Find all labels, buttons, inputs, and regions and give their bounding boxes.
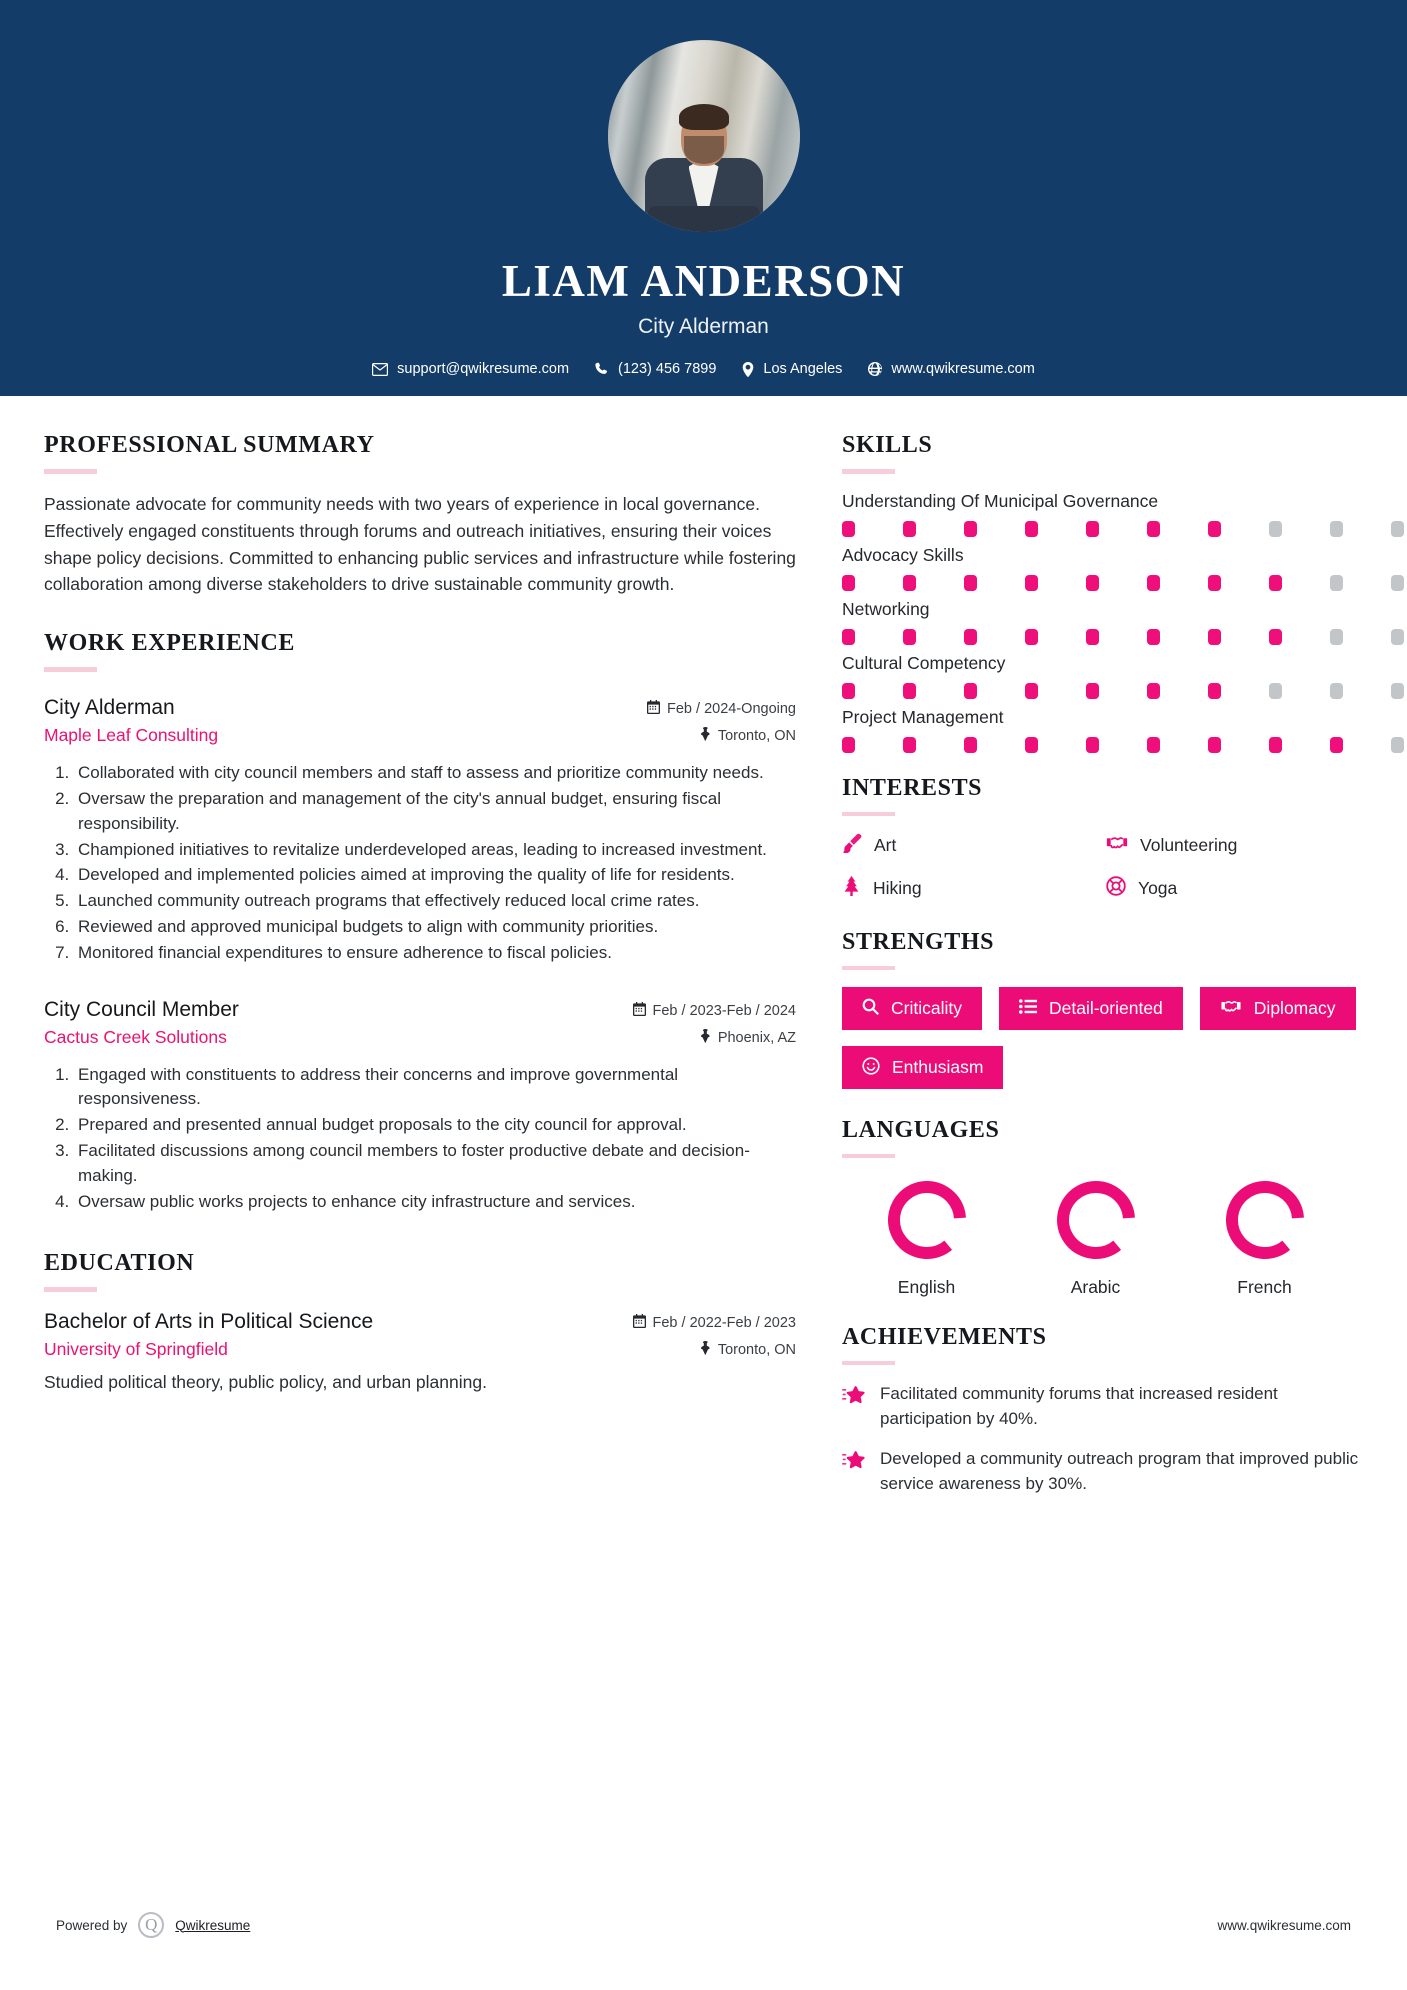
skill-dot [1025,575,1038,591]
section-work-experience [44,630,796,1214]
candidate-role: City Alderman [638,315,769,339]
skill-rating [842,737,1362,753]
powered-by [56,1912,250,1938]
skill-dot [1147,737,1160,753]
job-bullets [44,761,796,966]
resume-footer [0,1912,1407,1938]
job-title: City Alderman [44,696,175,720]
section-rule [842,469,895,474]
contact-location-text: Los Angeles [763,361,843,378]
avatar-person [645,104,763,232]
work-entry-sub [44,1027,796,1048]
job-company: Cactus Creek Solutions [44,1026,227,1047]
skill-dot [1208,683,1221,699]
job-bullet: 4. Developed and implemented policies aimed at improving the quality of life for residents. [74,863,796,888]
avatar-arms [648,206,760,232]
job-title: City Council Member [44,997,239,1021]
skill-rating [842,521,1362,537]
contact-phone[interactable] [595,361,716,377]
section-rule [44,1287,97,1292]
skill-dot [1269,629,1282,645]
skill-label: Networking [842,599,930,619]
contact-bar [0,361,1407,377]
language-ring-english [882,1175,972,1265]
job-bullet: 2. Prepared and presented annual budget proposals to the city council for approval. [74,1113,796,1138]
job-bullets [44,1063,796,1215]
skill-item [842,707,1362,753]
resume-header [0,0,1407,396]
school-name: University of Springfield [44,1339,228,1360]
skill-item [842,599,1362,645]
job-bullet: 1. Collaborated with city council members and staff to assess and prioritize community needs. [74,761,796,786]
achievement-item [842,1382,1362,1431]
job-date [647,700,796,718]
job-bullet: 3. Championed initiatives to revitalize underdeveloped areas, leading to increased investment. [74,838,796,863]
interest-item [1106,876,1362,901]
education-entry [44,1310,796,1393]
skill-label: Cultural Competency [842,653,1006,673]
job-location [700,1029,796,1047]
map-pin-icon [700,727,711,745]
language-label: Arabic [1070,1277,1121,1297]
skill-dot [1391,737,1404,753]
education-note: Studied political theory, public policy, and urban planning. [44,1372,487,1393]
skill-dot [903,575,916,591]
skill-dot [1269,521,1282,537]
paintbrush-icon [842,833,862,858]
skill-dot [1086,521,1099,537]
interest-item [1106,833,1362,858]
education-entry-sub [44,1339,796,1360]
language-ring-arabic [1051,1175,1141,1265]
skill-dot [903,737,916,753]
job-date-text: Feb / 2023-Feb / 2024 [652,1002,796,1019]
section-title-education: EDUCATION [44,1250,195,1277]
skill-dot [1086,683,1099,699]
strength-badge-criticality[interactable] [842,987,982,1030]
strength-badge-diplomacy[interactable] [1200,987,1356,1030]
contact-website-text: www.qwikresume.com [891,361,1035,378]
contact-location[interactable] [742,361,842,377]
skill-dot [1269,737,1282,753]
section-rule [44,469,97,474]
avatar-hair [679,104,729,130]
work-entry-head [44,696,796,720]
skill-label: Advocacy Skills [842,545,964,565]
skill-dot [842,683,855,699]
footer-url[interactable]: www.qwikresume.com [1217,1917,1351,1933]
language-label: French [1237,1277,1292,1297]
work-entry-sub [44,725,796,746]
skill-dot [842,575,855,591]
skill-dot [964,521,977,537]
skill-dot [1025,629,1038,645]
section-title-strengths: STRENGTHS [842,929,995,955]
job-location [700,727,796,745]
calendar-icon [633,1314,646,1332]
interest-label: Volunteering [1140,835,1238,855]
skill-dot [964,629,977,645]
skill-rating [842,629,1362,645]
avatar-beard [684,136,724,164]
language-ring-french [1220,1175,1310,1265]
skill-dot [964,737,977,753]
avatar [608,40,800,232]
list-icon [1019,999,1037,1018]
phone-icon [595,362,609,376]
interest-label: Art [874,835,897,855]
skill-dot [842,629,855,645]
job-location-text: Phoenix, AZ [717,1029,796,1046]
languages-list [842,1175,1362,1298]
work-entry-head [44,998,796,1022]
smiley-icon [862,1057,880,1079]
qwikresume-brand-link[interactable]: Qwikresume [175,1917,251,1933]
powered-by-label: Powered by [56,1917,128,1933]
left-column [44,432,796,1513]
skill-item [842,491,1362,537]
strength-label: Enthusiasm [892,1056,984,1077]
skill-rating [842,683,1362,699]
skill-dot [1269,683,1282,699]
section-rule [842,812,895,816]
job-bullet: 1. Engaged with constituents to address their concerns and improve governmental responsiveness. [74,1063,796,1113]
contact-email[interactable] [372,361,569,377]
skill-dot [964,683,977,699]
skill-dot [1208,737,1221,753]
map-pin-icon [700,1029,711,1047]
job-location-text: Toronto, ON [717,728,796,745]
skill-dot [964,575,977,591]
summary-text: Passionate advocate for community needs with two years of experience in local governance. Effectively engaged constituents through forums and outreach initiatives, ensuring their voices shape policy decisions. Committed to enhancing public services and infrastructure while fostering collaboration among diverse stakeholders to drive sustainable community growth. [44,494,796,595]
magnifier-icon [862,998,879,1019]
globe-icon [868,362,882,376]
work-entry [44,696,796,966]
interest-item [842,876,1098,901]
skill-dot [842,521,855,537]
skill-dot [1391,683,1404,699]
skill-dot [1208,521,1221,537]
achievement-text: Developed a community outreach program that improved public service awareness by 30%. [880,1449,1359,1493]
section-education [44,1250,796,1393]
skill-dot [1086,575,1099,591]
star-icon [842,1450,866,1496]
strength-label: Criticality [891,997,962,1018]
degree-title: Bachelor of Arts in Political Science [44,1310,374,1334]
education-location-text: Toronto, ON [717,1342,796,1359]
contact-email-text: support@qwikresume.com [397,361,570,378]
interest-label: Hiking [873,878,922,898]
achievement-item [842,1447,1362,1496]
section-rule [44,667,97,672]
job-bullet: 3. Facilitated discussions among council members to foster productive debate and decision-making. [74,1139,796,1189]
skill-dot [1208,575,1221,591]
language-item [842,1175,1011,1298]
strengths-list [842,987,1362,1089]
right-column [842,432,1362,1513]
skill-dot [1025,683,1038,699]
section-rule [842,966,895,970]
section-rule [842,1154,895,1158]
section-title-interests: INTERESTS [842,775,983,801]
strength-badge-enthusiasm[interactable] [842,1046,1003,1090]
education-entry-head [44,1310,796,1334]
skill-dot [842,737,855,753]
candidate-name: LIAM ANDERSON [501,256,906,306]
skill-dot [1391,629,1404,645]
strength-label: Detail-oriented [1048,997,1163,1018]
section-skills [842,432,1362,753]
job-bullet: 6. Reviewed and approved municipal budgets to align with community priorities. [74,915,796,940]
tree-icon [842,876,861,901]
skill-label: Project Management [842,707,1004,727]
section-title-achievements: ACHIEVEMENTS [842,1324,1047,1350]
section-strengths [842,929,1362,1089]
map-pin-icon [700,1341,711,1359]
education-date [633,1314,797,1332]
skill-item [842,545,1362,591]
resume-body [0,396,1407,1513]
section-rule [842,1361,895,1365]
work-entry [44,998,796,1215]
achievement-text: Facilitated community forums that increased resident participation by 40%. [880,1384,1278,1428]
job-bullet: 7. Monitored financial expenditures to ensure adherence to fiscal policies. [74,941,796,966]
job-bullet: 2. Oversaw the preparation and management of the city's annual budget, ensuring fiscal responsibility. [74,787,796,837]
section-languages [842,1117,1362,1298]
section-title-skills: SKILLS [842,432,933,458]
contact-phone-text: (123) 456 7899 [618,361,717,378]
section-professional-summary [44,432,796,598]
skill-dot [1208,629,1221,645]
section-title-languages: LANGUAGES [842,1117,1000,1143]
envelope-icon [372,363,388,376]
qwikresume-logo-icon: Q [138,1912,164,1938]
skill-dot [903,683,916,699]
skill-dot [1330,737,1343,753]
strength-label: Diplomacy [1253,997,1336,1018]
skill-dot [1330,521,1343,537]
skill-dot [1086,629,1099,645]
skill-dot [1330,629,1343,645]
job-bullet: 4. Oversaw public works projects to enhance city infrastructure and services. [74,1190,796,1215]
skill-dot [1330,575,1343,591]
skill-dot [1147,683,1160,699]
job-date-text: Feb / 2024-Ongoing [667,701,796,718]
skill-label: Understanding Of Municipal Governance [842,491,1159,511]
section-title-summary: PROFESSIONAL SUMMARY [44,432,375,458]
star-icon [842,1385,866,1431]
skill-dot [1269,575,1282,591]
contact-website[interactable] [868,361,1034,377]
lifebuoy-icon [1106,876,1126,901]
education-date-text: Feb / 2022-Feb / 2023 [652,1315,796,1332]
skill-dot [1330,683,1343,699]
skill-dot [1025,521,1038,537]
calendar-icon [633,1002,646,1020]
interest-item [842,833,1098,858]
skill-dot [1147,575,1160,591]
skill-dot [1025,737,1038,753]
skill-dot [1391,575,1404,591]
location-pin-icon [742,362,754,377]
language-label: English [897,1277,956,1297]
handshake-icon [1106,834,1128,857]
job-bullet: 5. Launched community outreach programs that effectively reduced local crime rates. [74,889,796,914]
skill-dot [1147,629,1160,645]
interests-grid [842,833,1362,901]
job-date [633,1002,797,1020]
calendar-icon [647,700,660,718]
handshake-icon [1220,998,1242,1019]
language-item [1180,1175,1349,1298]
skill-item [842,653,1362,699]
skill-dot [1391,521,1404,537]
section-interests [842,775,1362,901]
language-item [1011,1175,1180,1298]
skill-dot [1086,737,1099,753]
skill-dot [903,629,916,645]
section-achievements [842,1324,1362,1497]
section-title-work: WORK EXPERIENCE [44,630,296,657]
job-company: Maple Leaf Consulting [44,725,219,746]
skill-dot [903,521,916,537]
strength-badge-detail-oriented[interactable] [999,987,1183,1030]
education-location [700,1341,796,1359]
skill-dot [1147,521,1160,537]
interest-label: Yoga [1138,878,1178,898]
skill-rating [842,575,1362,591]
